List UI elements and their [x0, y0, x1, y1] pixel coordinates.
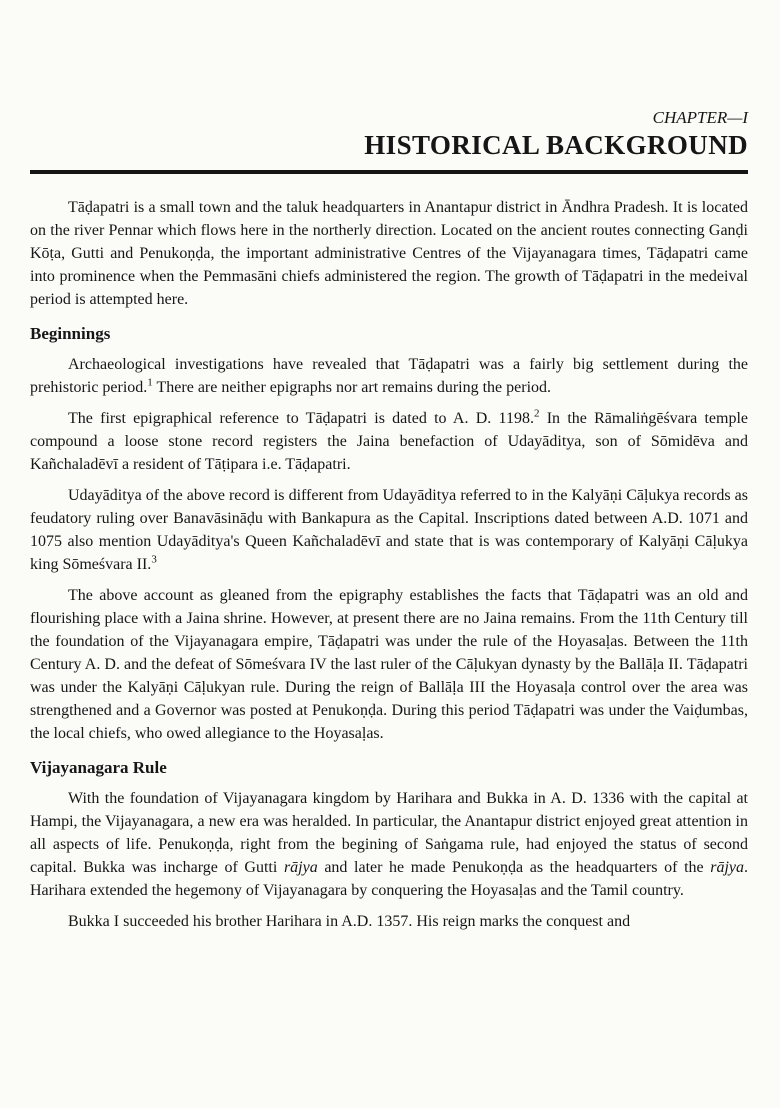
- text-segment: Archaeological investigations have revealed that Tāḍapatri was a fairly big settlement during the prehistoric period.: [30, 356, 748, 396]
- paragraph-udayaditya: [30, 484, 748, 576]
- italic-term-rajya: rājya: [283, 859, 318, 876]
- text-segment: Udayāditya of the above record is different from Udayāditya referred to in the Kalyāṇi Cāḷukya records as feudatory ruling over Banavāsināḍu with Bankapura as the Capital. Inscriptions dated between A.D. 1071 and 1075 also mention Udayāditya's Queen Kañchaladēvī and state that is was contemporary of Kalyāṇi Cāḷukya king Sōmeśvara II.: [30, 487, 748, 573]
- text-segment: The first epigraphical reference to Tāḍapatri is dated to A. D. 1198.: [68, 410, 534, 427]
- paragraph-first-epigraph: [30, 407, 748, 476]
- paragraph-vijayanagara-foundation: [30, 787, 748, 902]
- footnote-ref-1: 1: [147, 376, 153, 389]
- footnote-ref-2: 2: [533, 407, 540, 420]
- heading-vijayanagara-rule: Vijayanagara Rule: [30, 758, 167, 777]
- heading-beginnings: Beginnings: [30, 324, 111, 343]
- chapter-label: CHAPTER—I: [652, 108, 748, 127]
- footnote-ref-3: 3: [151, 553, 157, 566]
- paragraph-intro: Tāḍapatri is a small town and the taluk headquarters in Anantapur district in Āndhra Pradesh. It is located on the river Pennar which flows here in the northerly direction. Located on the ancient routes connecting Ganḍi Kōṭa, Gutti and Penukoṇḍa, the important administrative Centres of the Vijayanagara times, Tāḍapatri came into prominence when the Pemmasāni chiefs administered the region. The growth of Tāḍapatri in the medeival period is attempted here.: [30, 199, 748, 308]
- text-segment: There are neither epigraphs nor art remains during the period.: [152, 379, 552, 396]
- text-segment: In the Rāmaliṅgēśvara temple compound a loose stone record registers the Jaina benefaction of Udayāditya, son of Sōmidēva and Kañchaladēvī a resident of Tāṭipara i.e. Tāḍapatri.: [30, 410, 749, 473]
- text-segment: . Harihara extended the hegemony of Vijayanagara by conquering the Hoyasaḷas and the Tamil country.: [30, 859, 749, 899]
- paragraph-epigraphy-summary: The above account as gleaned from the epigraphy establishes the facts that Tāḍapatri was an old and flourishing place with a Jaina shrine. However, at present there are no Jaina remains. From the 11th Century till the foundation of the Vijayanagara empire, Tāḍapatri was under the rule of the Hoyasaḷas. Between the 11th Century A. D. and the defeat of Sōmeśvara IV the last ruler of the Cāḷukyan dynasty by the Ballāḷa II. Tāḍapatri was under the Kalyāṇi Cāḷukyan rule. During the reign of Ballāḷa III the Hoyasaḷa control over the area was strengthened and a Governor was posted at Penukoṇḍa. During this period Tāḍapatri was under the Vaiḍumbas, the local chiefs, who owed allegiance to the Hoyasaḷas.: [30, 587, 748, 742]
- text-segment: and later he made Penukoṇḍa as the headquarters of the: [317, 859, 711, 876]
- paragraph-bukka: Bukka I succeeded his brother Harihara in A.D. 1357. His reign marks the conquest and: [68, 913, 631, 930]
- page-title: HISTORICAL BACKGROUND: [364, 130, 748, 160]
- title-rule: [30, 170, 748, 174]
- text-segment: With the foundation of Vijayanagara kingdom by Harihara and Bukka in A. D. 1336 with the capital at Hampi, the Vijayanagara, a new era was heralded. In particular, the Anantapur district enjoyed great attention in all aspects of life. Penukoṇḍa, right from the begining of Saṅgama rule, had enjoyed the status of second capital. Bukka was incharge of Gutti: [30, 790, 748, 876]
- paragraph-archaeology: [30, 353, 748, 399]
- italic-term-rajya: rājya: [710, 859, 745, 876]
